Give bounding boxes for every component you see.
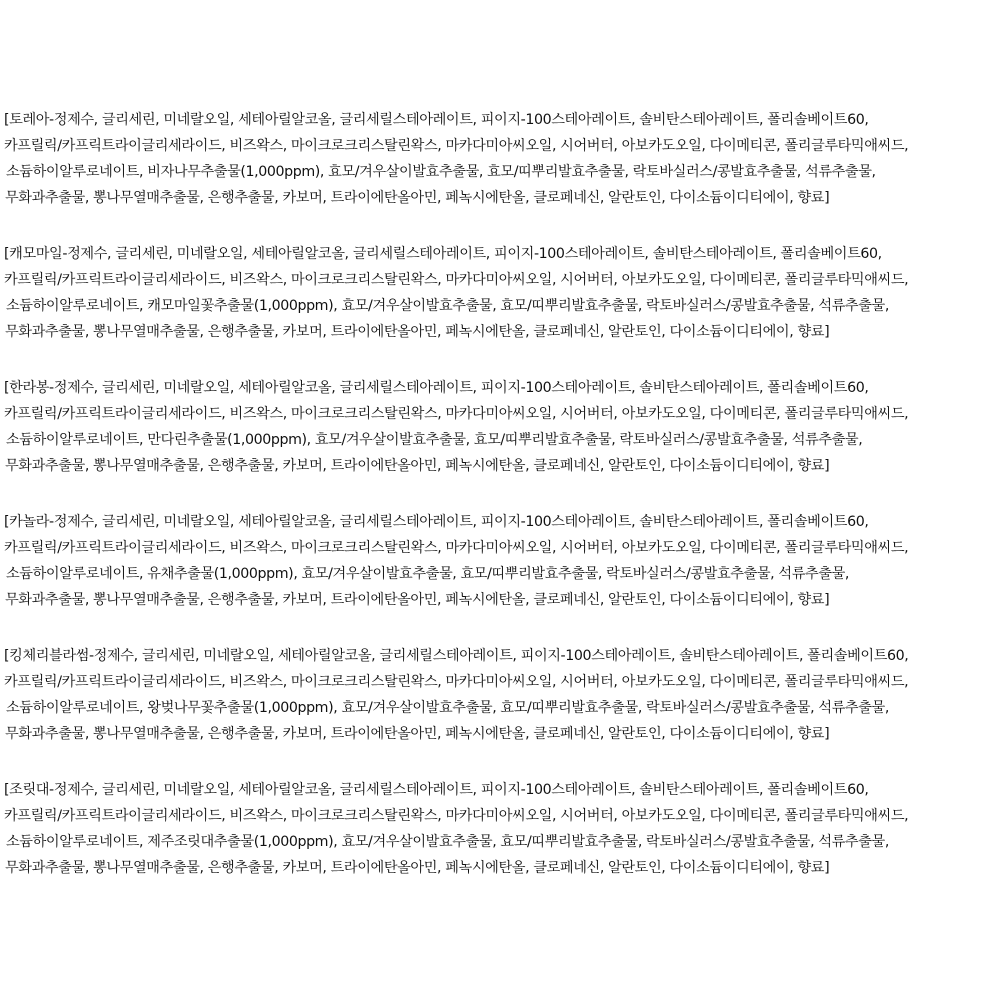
ingredient-line: [카놀라-정제수, 글리세린, 미네랄오일, 세테아릴알코올, 글리세릴스테아레이트, 피이지-100스테아레이트, 솔비탄스테아레이트, 폴리솔베이트60, (4, 514, 869, 530)
ingredient-line: 무화과추출물, 뽕나무열매추출물, 은행추출물, 카보머, 트라이에탄올아민, 페녹시에탄올, 클로페네신, 알란토인, 다이소듐이디티에이, 향료] (5, 860, 830, 876)
ingredient-line: [한라봉-정제수, 글리세린, 미네랄오일, 세테아릴알코올, 글리세릴스테아레이트, 피이지-100스테아레이트, 솔비탄스테아레이트, 폴리솔베이트60, (4, 380, 869, 396)
ingredient-line: 소듐하이알루로네이트, 제주조릿대추출물(1,000ppm), 효모/겨우살이발효추출물, 효모/띠뿌리발효추출물, 락토바실러스/콩발효추출물, 석류추출물, (6, 834, 889, 850)
ingredient-line: 카프릴릭/카프릭트라이글리세라이드, 비즈왁스, 마이크로크리스탈린왁스, 마카다미아씨오일, 시어버터, 아보카도오일, 다이메티콘, 폴리글루타믹애씨드, (4, 272, 909, 288)
ingredient-block-hallabong (0, 376, 1000, 510)
ingredient-line: 카프릴릭/카프릭트라이글리세라이드, 비즈왁스, 마이크로크리스탈린왁스, 마카다미아씨오일, 시어버터, 아보카도오일, 다이메티콘, 폴리글루타믹애씨드, (4, 540, 909, 556)
ingredient-block-bamboo (0, 778, 1000, 912)
ingredient-line: 무화과추출물, 뽕나무열매추출물, 은행추출물, 카보머, 트라이에탄올아민, 페녹시에탄올, 클로페네신, 알란토인, 다이소듐이디티에이, 향료] (5, 190, 830, 206)
ingredient-line: 소듐하이알루로네이트, 비자나무추출물(1,000ppm), 효모/겨우살이발효추출물, 효모/띠뿌리발효추출물, 락토바실러스/콩발효추출물, 석류추출물, (6, 164, 876, 180)
ingredient-block-chamomile (0, 242, 1000, 376)
ingredient-line: 카프릴릭/카프릭트라이글리세라이드, 비즈왁스, 마이크로크리스탈린왁스, 마카다미아씨오일, 시어버터, 아보카도오일, 다이메티콘, 폴리글루타믹애씨드, (4, 138, 909, 154)
ingredient-line: [킹체리블라썸-정제수, 글리세린, 미네랄오일, 세테아릴알코올, 글리세릴스테아레이트, 피이지-100스테아레이트, 솔비탄스테아레이트, 폴리솔베이트60, (4, 648, 909, 664)
ingredient-line: [토레아-정제수, 글리세린, 미네랄오일, 세테아릴알코올, 글리세릴스테아레이트, 피이지-100스테아레이트, 솔비탄스테아레이트, 폴리솔베이트60, (4, 112, 869, 128)
ingredient-line: 소듐하이알루로네이트, 왕벚나무꽃추출물(1,000ppm), 효모/겨우살이발효추출물, 효모/띠뿌리발효추출물, 락토바실러스/콩발효추출물, 석류추출물, (6, 700, 889, 716)
ingredient-block-torreya (0, 108, 1000, 242)
ingredient-line: 카프릴릭/카프릭트라이글리세라이드, 비즈왁스, 마이크로크리스탈린왁스, 마카다미아씨오일, 시어버터, 아보카도오일, 다이메티콘, 폴리글루타믹애씨드, (4, 674, 909, 690)
ingredient-list (0, 108, 1000, 912)
ingredient-line: [캐모마일-정제수, 글리세린, 미네랄오일, 세테아릴알코올, 글리세릴스테아레이트, 피이지-100스테아레이트, 솔비탄스테아레이트, 폴리솔베이트60, (4, 246, 882, 262)
ingredient-block-canola (0, 510, 1000, 644)
ingredient-line: 소듐하이알루로네이트, 유채추출물(1,000ppm), 효모/겨우살이발효추출물, 효모/띠뿌리발효추출물, 락토바실러스/콩발효추출물, 석류추출물, (6, 566, 850, 582)
ingredient-line: [조릿대-정제수, 글리세린, 미네랄오일, 세테아릴알코올, 글리세릴스테아레이트, 피이지-100스테아레이트, 솔비탄스테아레이트, 폴리솔베이트60, (4, 782, 869, 798)
ingredient-block-king-cherry-blossom (0, 644, 1000, 778)
ingredient-line: 소듐하이알루로네이트, 캐모마일꽃추출물(1,000ppm), 효모/겨우살이발효추출물, 효모/띠뿌리발효추출물, 락토바실러스/콩발효추출물, 석류추출물, (6, 298, 889, 314)
ingredient-line: 카프릴릭/카프릭트라이글리세라이드, 비즈왁스, 마이크로크리스탈린왁스, 마카다미아씨오일, 시어버터, 아보카도오일, 다이메티콘, 폴리글루타믹애씨드, (4, 406, 909, 422)
ingredient-line: 무화과추출물, 뽕나무열매추출물, 은행추출물, 카보머, 트라이에탄올아민, 페녹시에탄올, 클로페네신, 알란토인, 다이소듐이디티에이, 향료] (5, 592, 830, 608)
ingredient-line: 카프릴릭/카프릭트라이글리세라이드, 비즈왁스, 마이크로크리스탈린왁스, 마카다미아씨오일, 시어버터, 아보카도오일, 다이메티콘, 폴리글루타믹애씨드, (4, 808, 909, 824)
ingredient-line: 소듐하이알루로네이트, 만다린추출물(1,000ppm), 효모/겨우살이발효추출물, 효모/띠뿌리발효추출물, 락토바실러스/콩발효추출물, 석류추출물, (6, 432, 863, 448)
ingredient-line: 무화과추출물, 뽕나무열매추출물, 은행추출물, 카보머, 트라이에탄올아민, 페녹시에탄올, 클로페네신, 알란토인, 다이소듐이디티에이, 향료] (5, 458, 830, 474)
ingredient-line: 무화과추출물, 뽕나무열매추출물, 은행추출물, 카보머, 트라이에탄올아민, 페녹시에탄올, 클로페네신, 알란토인, 다이소듐이디티에이, 향료] (5, 324, 830, 340)
ingredient-line: 무화과추출물, 뽕나무열매추출물, 은행추출물, 카보머, 트라이에탄올아민, 페녹시에탄올, 클로페네신, 알란토인, 다이소듐이디티에이, 향료] (5, 726, 830, 742)
